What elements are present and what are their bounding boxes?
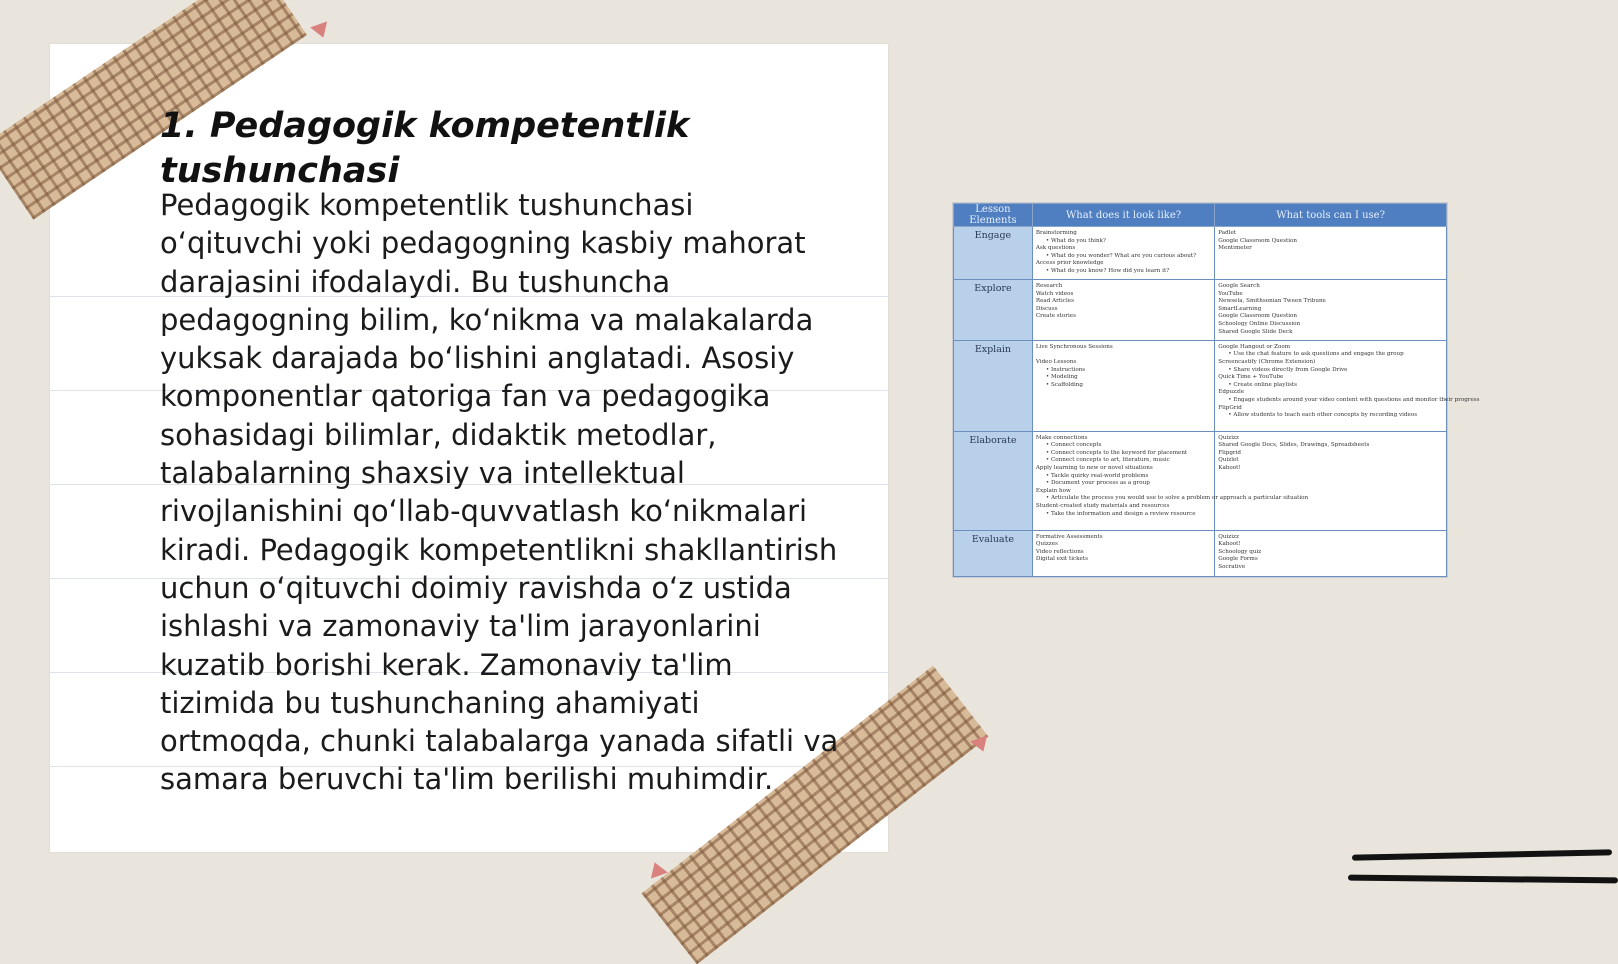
- slide-title: 1. Pedagogik kompetentlik tushunchasi: [160, 106, 690, 191]
- cell-text-line: Google Classroom Question: [1218, 313, 1297, 320]
- look-like-cell: [1032, 530, 1214, 576]
- cell-text-line: Schoology Online Discussion: [1218, 321, 1301, 328]
- cell-text-line: Mentimeter: [1218, 245, 1252, 252]
- cell-text-line: • Create online playlists: [1228, 381, 1297, 388]
- cell-text-line: Live Synchronous Sessions: [1035, 343, 1113, 350]
- cell-text-line: • Engage students around your video content with questions and monitor their progress: [1228, 396, 1480, 403]
- table-row: [954, 530, 1447, 576]
- cell-text-line: • Scaffolding: [1045, 381, 1083, 388]
- tools-cell: [1215, 431, 1447, 530]
- cell-text-line: FlipGrid: [1218, 404, 1242, 411]
- cell-text-line: • Use the chat feature to ask questions and engage the group: [1228, 351, 1404, 358]
- cell-text-line: Quizizz: [1218, 533, 1239, 540]
- table-header-cell: What does it look like?: [1032, 204, 1214, 227]
- cell-text-line: Google Classroom Question: [1218, 237, 1297, 244]
- look-like-cell: [1032, 227, 1214, 280]
- cell-text-line: • Instructions: [1045, 366, 1086, 373]
- cell-text-line: Quizizz: [1218, 434, 1239, 441]
- cell-text-line: Kahoot!: [1218, 541, 1241, 548]
- tools-cell: [1215, 340, 1480, 431]
- brush-stroke: [1348, 875, 1618, 884]
- cell-text-line: Shared Google Docs, Slides, Drawings, Spreadsheets: [1218, 442, 1370, 449]
- lesson-element-cell: Engage: [954, 227, 1033, 280]
- lesson-elements-table-image: [952, 202, 1480, 578]
- table-header-row: [954, 204, 1447, 227]
- cell-text-line: Video Lessons: [1035, 358, 1077, 365]
- cell-text-line: Formative Assessments: [1035, 533, 1103, 540]
- cell-text-line: • Connect concepts to art, literature, music: [1045, 457, 1170, 464]
- cell-text-line: • Modeling: [1045, 374, 1078, 381]
- slide-paragraph: Pedagogik kompetentlik tushunchasi oʻqituvchi yoki pedagogning kasbiy mahorat darajasini ifodalaydi. Bu tushuncha pedagogning bilim, koʻnikma va malakalarda yuksak darajada boʻlishini anglatadi. Asosiy komponentlar qatoriga fan va pedagogika sohasidagi bilimlar, didaktik metodlar, talabalarning shaxsiy va intellektual rivojlanishini qoʻllab-quvvatlash koʻnikmalari kiradi. Pedagogik kompetentlikni shakllantirish uchun oʻqituvchi doimiy ravishda oʻz ustida ishlashi va zamonaviy ta'lim jarayonlarini kuzatib borishi kerak. Zamonaviy ta'lim tizimida bu tushunchaning ahamiyati ortmoqda, chunki talabalarga yanada sifatli va samara beruvchi ta'lim berilishi muhimdir.: [160, 188, 839, 797]
- lesson-element-cell: Explain: [954, 340, 1033, 431]
- cell-text-line: • What do you know? How did you learn it?: [1045, 267, 1170, 274]
- cell-text-line: • Connect concepts: [1045, 442, 1102, 449]
- cell-text-line: Apply learning to new or novel situations: [1035, 464, 1153, 471]
- cell-text-line: • Share videos directly from Google Drive: [1228, 366, 1348, 373]
- cell-text-line: • Allow students to teach each other concepts by recording videos: [1228, 412, 1418, 419]
- cell-text-line: • Connect concepts to the keyword for placement: [1045, 449, 1188, 456]
- lesson-element-cell: Elaborate: [954, 431, 1033, 530]
- cell-text-line: Google Hangout or Zoom: [1218, 343, 1291, 350]
- table-row: [954, 431, 1447, 530]
- cell-text-line: • What do you wonder? What are you curious about?: [1045, 252, 1197, 259]
- table-row: [954, 227, 1447, 280]
- table-row: [954, 340, 1447, 431]
- cell-text-line: Screencastify (Chrome Extension): [1218, 358, 1316, 365]
- lesson-element-cell: Explore: [954, 280, 1033, 341]
- cell-text-line: • Take the information and design a review resource: [1045, 510, 1196, 517]
- cell-text-line: Quizlet: [1218, 457, 1239, 464]
- look-like-cell: [1032, 340, 1214, 431]
- cell-text-line: Explain how: [1035, 487, 1071, 494]
- table-row: [954, 280, 1447, 341]
- cell-text-line: Read Articles: [1035, 298, 1074, 305]
- cell-text-line: • What do you think?: [1045, 237, 1106, 244]
- cell-text-line: Digital exit tickets: [1035, 556, 1088, 563]
- cell-text-line: Edpuzzle: [1218, 389, 1245, 396]
- tools-cell: [1215, 530, 1447, 576]
- cell-text-line: Ask questions: [1035, 245, 1076, 252]
- cell-text-line: Watch videos: [1035, 290, 1074, 297]
- cell-text-line: Research: [1035, 283, 1063, 290]
- cell-text-line: Make connections: [1035, 434, 1088, 441]
- cell-text-line: Newsela, Smithsonian Tween Tribune: [1218, 298, 1326, 305]
- cell-text-line: Discuss: [1035, 305, 1058, 312]
- table-header-cell: What tools can I use?: [1215, 204, 1447, 227]
- cell-text-line: Google Forms: [1218, 556, 1258, 563]
- look-like-cell: [1032, 280, 1214, 341]
- brush-stroke: [1352, 849, 1612, 860]
- decorative-pin-icon: [310, 21, 332, 40]
- cell-text-line: Video reflections: [1035, 548, 1084, 555]
- cell-text-line: Student-created study materials and resources: [1035, 502, 1170, 509]
- cell-text-line: Quick Time + YouTube: [1218, 374, 1284, 381]
- cell-text-line: • Articulate the process you would use to solve a problem or approach a particular situation: [1045, 495, 1309, 502]
- cell-text-line: Socrative: [1218, 563, 1246, 570]
- cell-text-line: Kahoot!: [1218, 464, 1241, 471]
- cell-text-line: Google Search: [1218, 283, 1260, 290]
- cell-text-line: Shared Google Slide Deck: [1218, 328, 1293, 335]
- cell-text-line: YouTube: [1218, 290, 1243, 297]
- cell-text-line: • Document your process as a group: [1045, 480, 1150, 487]
- cell-text-line: SmartLearning: [1218, 305, 1262, 312]
- cell-text-line: Padlet: [1218, 230, 1237, 236]
- cell-text-line: Flipgrid: [1218, 449, 1241, 456]
- lesson-element-cell: Evaluate: [954, 530, 1033, 576]
- cell-text-line: Access prior knowledge: [1035, 260, 1104, 267]
- tools-cell: [1215, 227, 1447, 280]
- tools-cell: [1215, 280, 1447, 341]
- cell-text-line: Quizzes: [1035, 541, 1058, 548]
- lesson-elements-table: [953, 203, 1480, 577]
- cell-text-line: Brainstorming: [1035, 230, 1077, 236]
- cell-text-line: • Tackle quirky real-world problems: [1045, 472, 1149, 479]
- cell-text-line: [1036, 351, 1211, 359]
- table-header-cell: Lesson Elements: [954, 204, 1033, 227]
- cell-text-line: Schoology quiz: [1218, 548, 1262, 555]
- cell-text-line: Create stories: [1035, 313, 1076, 320]
